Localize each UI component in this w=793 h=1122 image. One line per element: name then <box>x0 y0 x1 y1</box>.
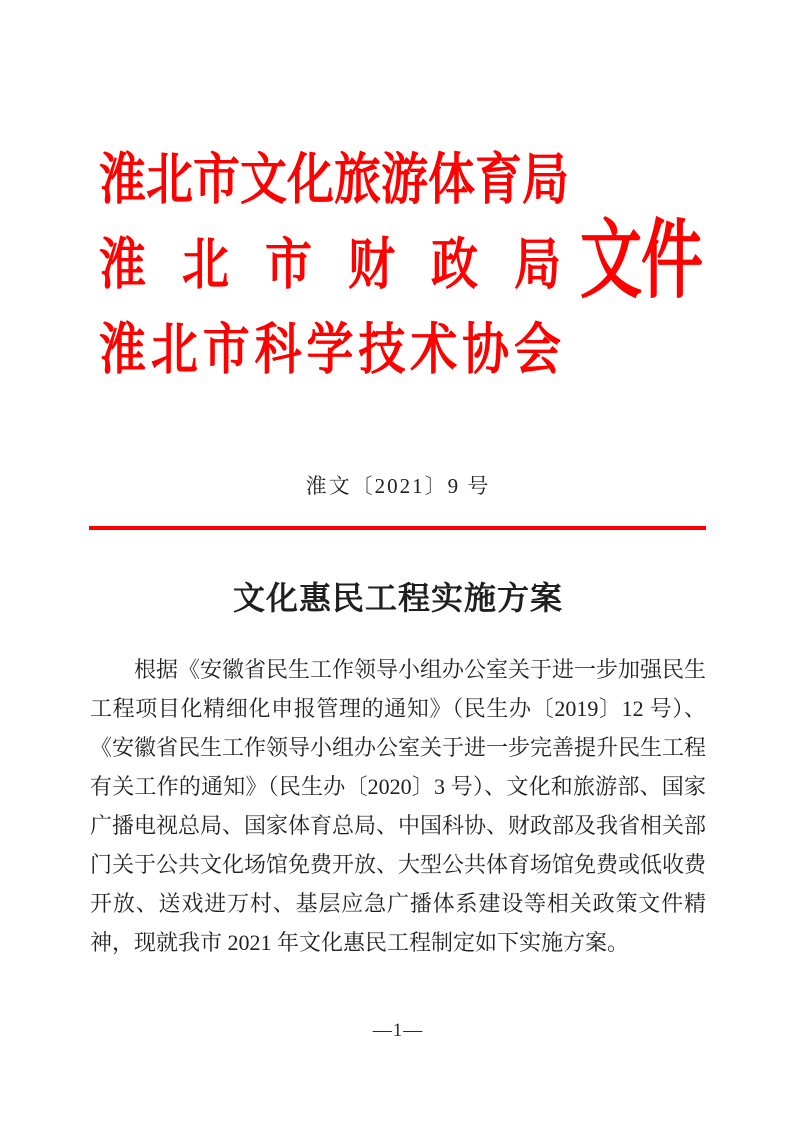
issuing-organizations <box>99 139 569 394</box>
org-line-culture-tourism-sports-bureau: 淮北市文化旅游体育局 <box>99 150 569 212</box>
document-reference-number: 淮文〔2021〕9 号 <box>305 474 491 498</box>
page-footer <box>90 1020 706 1042</box>
letterhead <box>99 139 705 395</box>
document-type-label: 文件 <box>580 215 703 309</box>
org-line-finance-bureau: 淮北市财政局 <box>99 235 561 297</box>
document-title: 文化惠民工程实施方案 <box>232 580 563 616</box>
page-number: —1— <box>372 1020 424 1041</box>
org-line-science-technology-association: 淮北市科学技术协会 <box>99 320 561 382</box>
red-separator-rule <box>89 526 706 530</box>
body-paragraph: 根据《安徽省民生工作领导小组办公室关于进一步加强民生工程项目化精细化申报管理的通知》（民生办〔2019〕12 号）、《安徽省民生工作领导小组办公室关于进一步完善提升民生工程有关工作的通知》（民生办〔2020〕3 号）、文化和旅游部、国家广播电视总局、国家体育总局、中国科协、财政部及我省相关部门关于公共文化场馆免费开放、大型公共体育场馆免费或低收费开放、送戏进万村、基层应急广播体系建设等相关政策文件精神，现就我市 2021 年文化惠民工程制定如下实施方案。 <box>90 657 707 955</box>
